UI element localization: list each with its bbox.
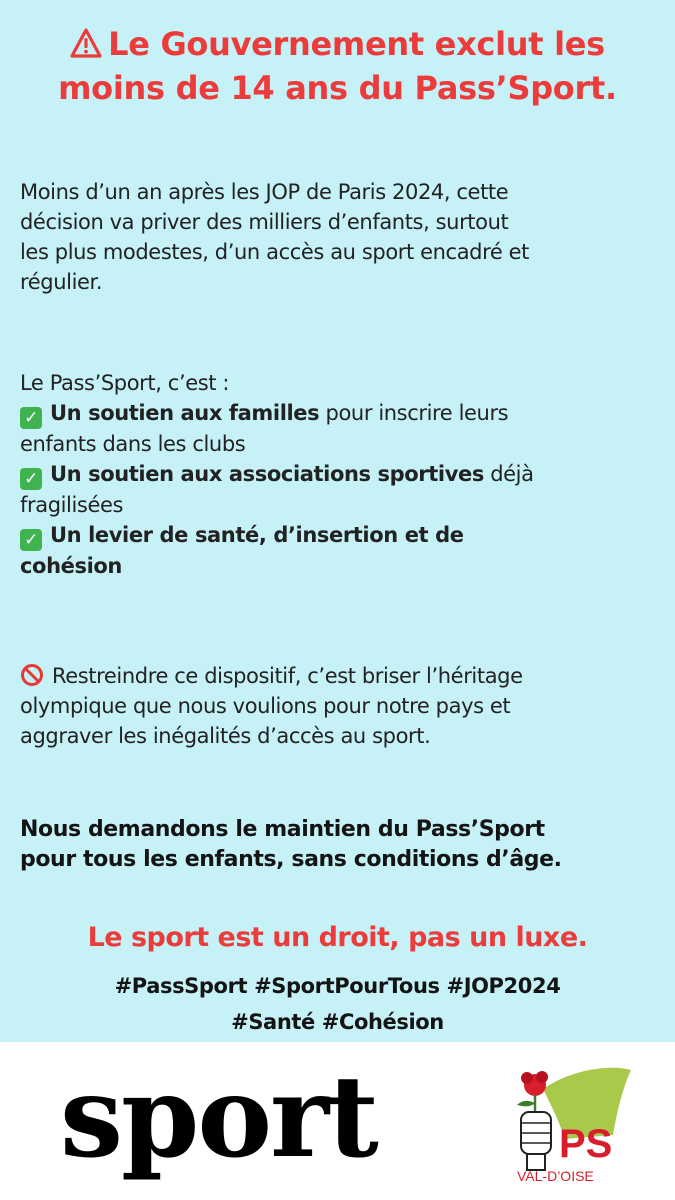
- intro-line: les plus modestes, d’un accès au sport encadré et: [20, 240, 530, 264]
- headline-line-1: [0, 22, 675, 66]
- logo-ps-text: PS: [559, 1122, 613, 1166]
- intro-line: décision va priver des milliers d’enfants, surtout: [20, 210, 509, 234]
- hashtags: [0, 968, 675, 1040]
- headline: [0, 22, 675, 110]
- restriction-line: [20, 661, 660, 691]
- item-bold: Un levier de santé, d’insertion et de: [50, 523, 464, 547]
- demand-line: Nous demandons le maintien du Pass’Sport: [20, 817, 545, 842]
- headline-text-1: Le Gouvernement exclut les: [108, 25, 605, 63]
- check-icon: ✓: [20, 529, 42, 551]
- demand-line: pour tous les enfants, sans conditions d’âge.: [20, 847, 562, 872]
- list-item-continued: enfants dans les clubs: [20, 432, 246, 456]
- list-item-continued: fragilisées: [20, 493, 124, 517]
- restriction-text: Restreindre ce dispositif, c’est briser l’héritage: [52, 664, 523, 688]
- check-icon: ✓: [20, 407, 42, 429]
- intro-line: Moins d’un an après les JOP de Paris 2024, cette: [20, 180, 509, 204]
- logo-region-text: VAL-D’OISE: [517, 1168, 594, 1184]
- list-item: [20, 398, 660, 429]
- list-item-continued: [20, 551, 660, 581]
- demand-paragraph: [20, 815, 660, 875]
- intro-paragraph: [20, 177, 660, 297]
- slogan: Le sport est un droit, pas un luxe.: [87, 922, 588, 953]
- hashtag-line: #PassSport #SportPourTous #JOP2024: [114, 974, 561, 998]
- restriction-paragraph: [20, 661, 660, 751]
- list-heading: Le Pass’Sport, c’est :: [20, 371, 230, 395]
- sport-wordmark: sport: [60, 1052, 377, 1183]
- item-bold: Un soutien aux associations sportives: [50, 462, 484, 486]
- warning-icon: [70, 28, 102, 58]
- intro-line: régulier.: [20, 270, 103, 294]
- item-bold: Un soutien aux familles: [50, 401, 320, 425]
- restriction-line: olympique que nous voulions pour notre pays et: [20, 694, 511, 718]
- check-icon: ✓: [20, 468, 42, 490]
- ps-val-doise-logo: [505, 1065, 655, 1185]
- rose-fist-icon: [517, 1071, 551, 1170]
- prohibited-icon: [20, 663, 44, 687]
- item-rest: pour inscrire leurs: [319, 401, 509, 425]
- restriction-line: aggraver les inégalités d’accès au sport.: [20, 724, 431, 748]
- hashtag-line: #Santé #Cohésion: [231, 1010, 444, 1034]
- item-rest: déjà: [483, 462, 534, 486]
- list-item: [20, 459, 660, 490]
- headline-line-2: moins de 14 ans du Pass’Sport.: [58, 69, 617, 107]
- list-item: [20, 520, 660, 551]
- pass-sport-list: [20, 368, 660, 581]
- item-bold-continued: cohésion: [20, 554, 122, 578]
